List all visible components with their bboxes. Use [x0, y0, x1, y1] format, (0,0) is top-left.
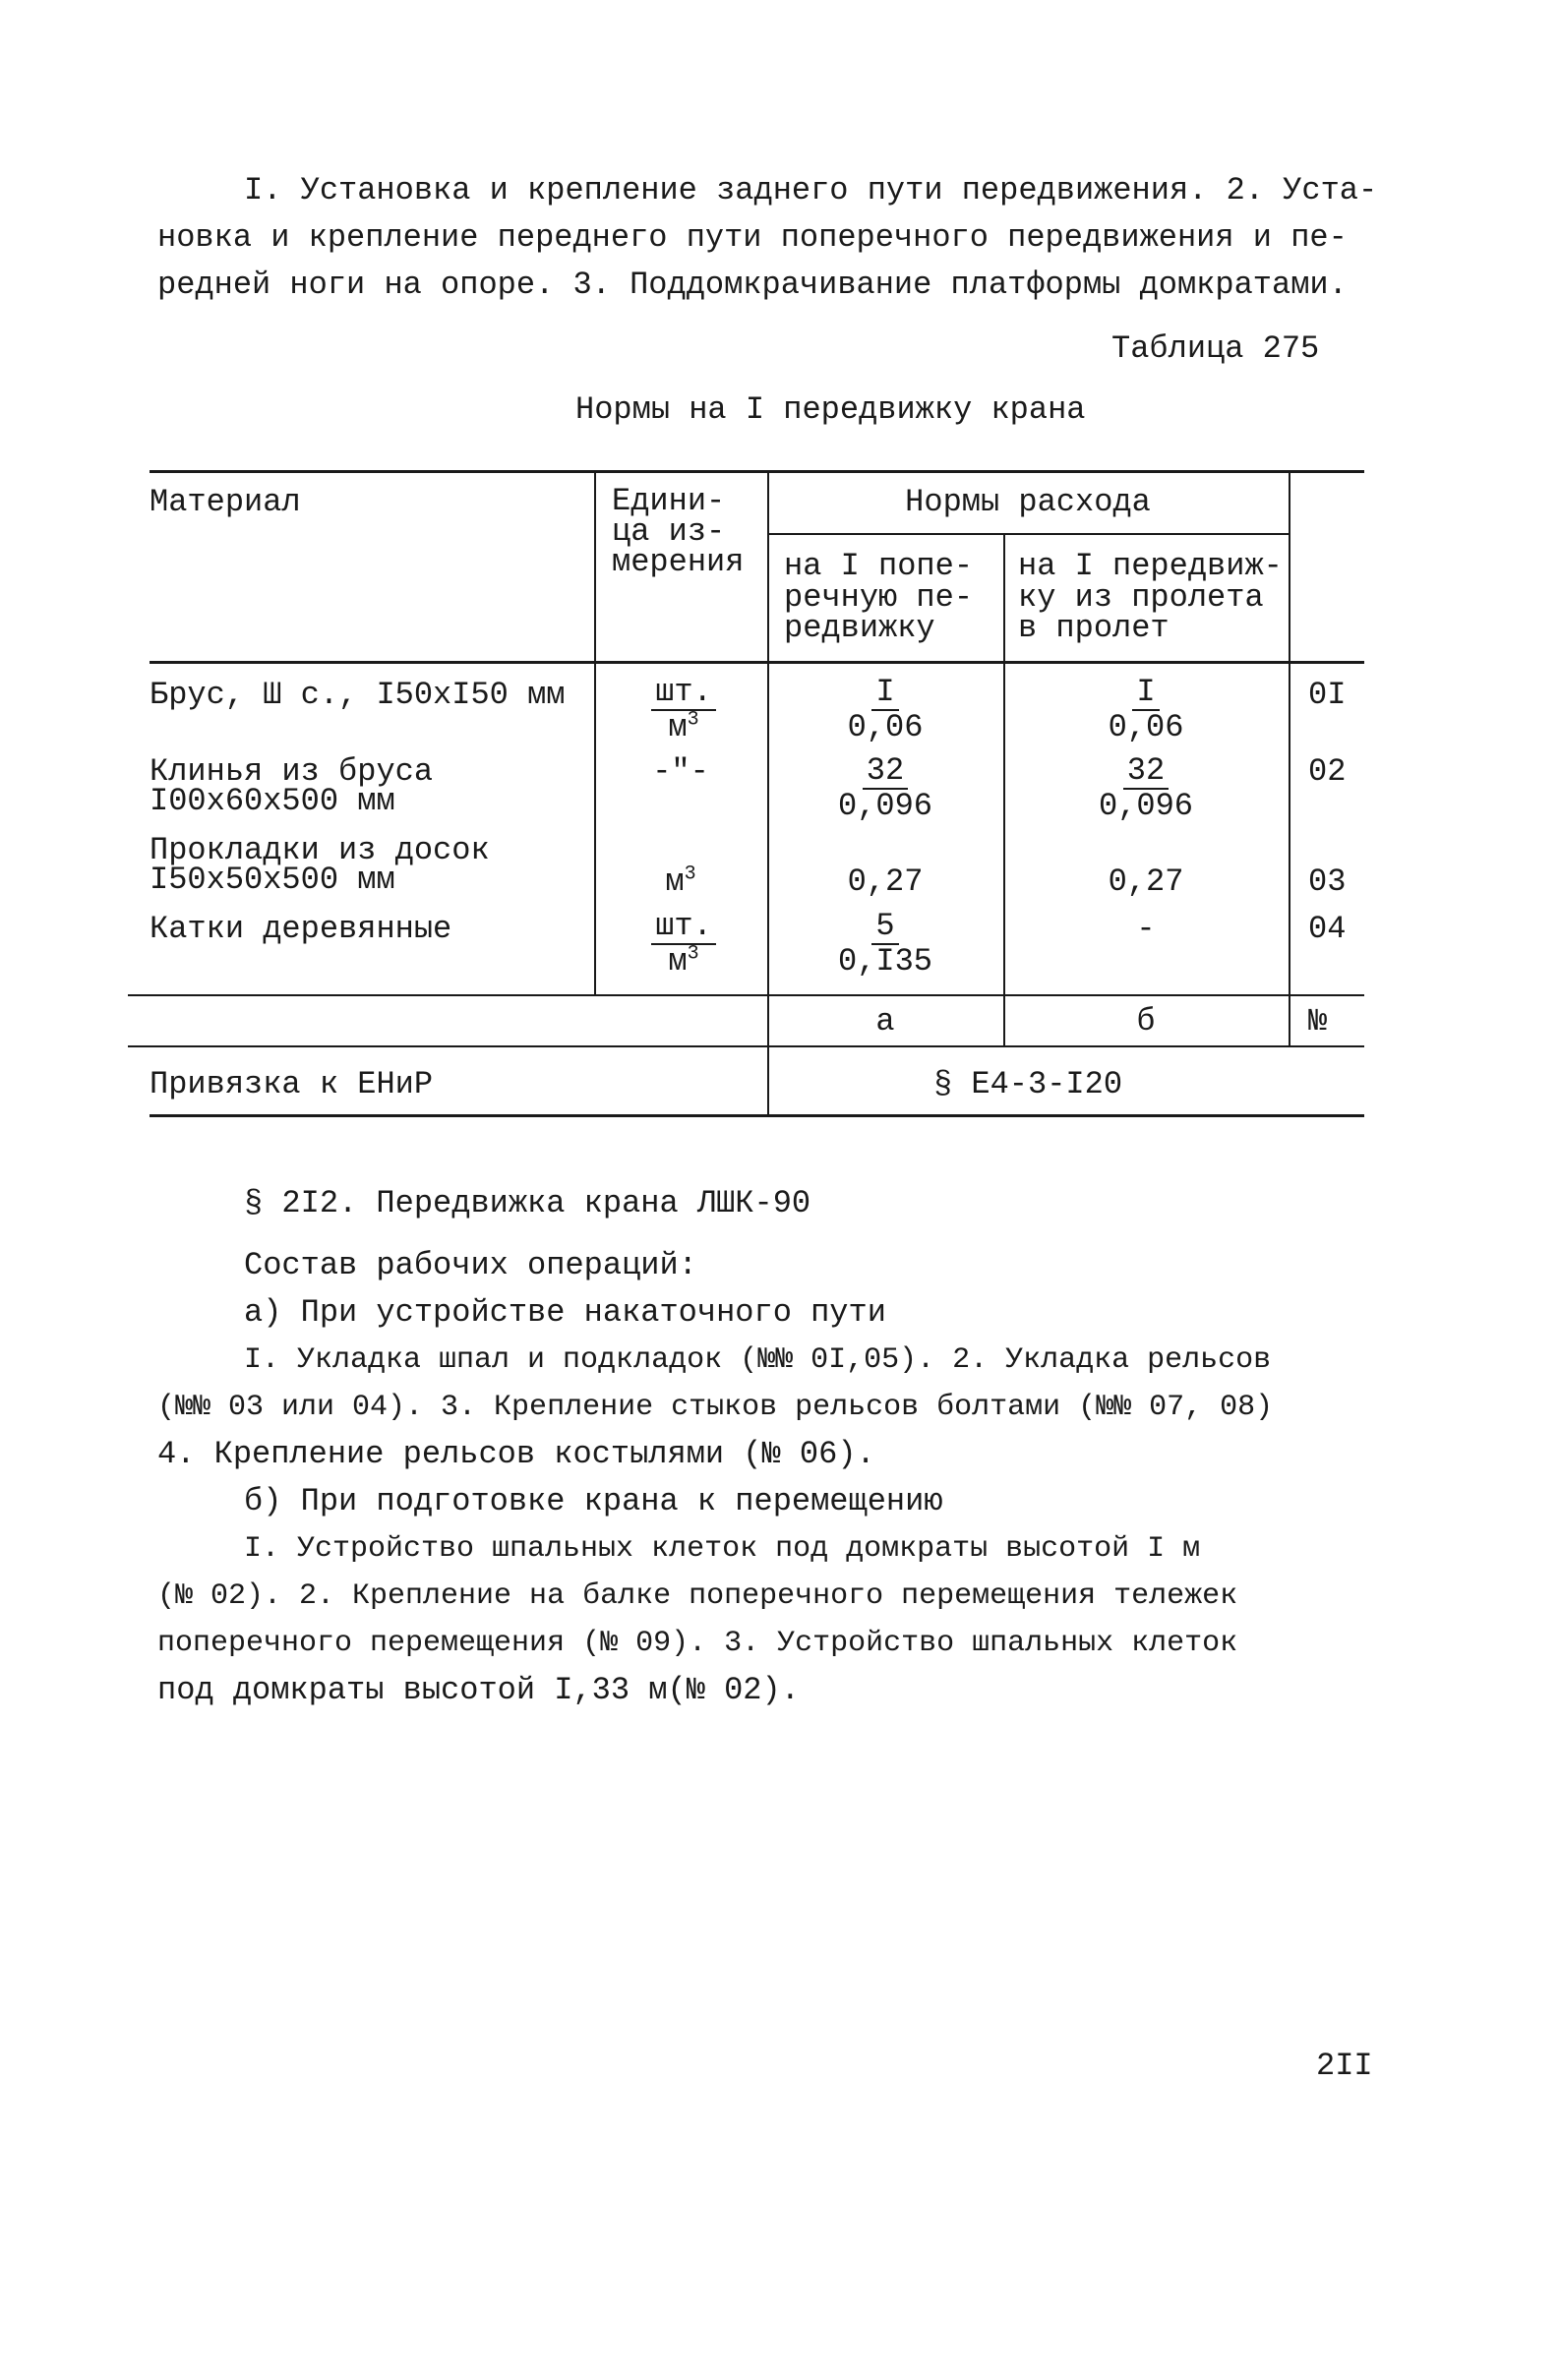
row4-a: [767, 908, 1003, 980]
row4-unit-top: шт.: [651, 911, 716, 945]
norms-header-rule: [767, 533, 1289, 535]
row2-b-top: 32: [1123, 755, 1169, 790]
header-norms: Нормы расхода: [905, 484, 1151, 520]
footer-no: №: [1308, 1003, 1328, 1040]
binding-value: § Е4-3-I20: [932, 1066, 1123, 1102]
header-material: Материал: [150, 484, 301, 520]
row4-a-top: 5: [871, 911, 898, 945]
row4-b: -: [1136, 911, 1156, 947]
row2-b-bottom: 0,096: [1098, 788, 1193, 824]
row3-material-2: I50x50x500 мм: [150, 862, 395, 898]
footer-rule: [128, 1045, 1364, 1047]
row1-material: Брус, Ш с., I50xI50 мм: [150, 677, 566, 713]
row1-a: [767, 674, 1003, 745]
section-line-10: под домкраты высотой I,33 м(№ 02).: [157, 1672, 800, 1708]
row1-b-top: I: [1132, 677, 1159, 711]
row1-unit-bottom: м: [668, 709, 688, 745]
table-top-rule: [150, 470, 1364, 473]
row3-b: 0,27: [1108, 863, 1184, 900]
row4-unit-sup: 3: [687, 942, 699, 966]
row3-unit-base: м: [665, 863, 685, 900]
footer-a: а: [875, 1003, 895, 1040]
row3-a: 0,27: [847, 863, 924, 900]
row2-unit: -"-: [652, 753, 709, 790]
row3-material-1: Прокладки из досок: [150, 832, 490, 868]
header-unit-1: Едини-: [612, 483, 726, 519]
intro-line-2: новка и крепление переднего пути поперечного передвижения и пе-: [157, 219, 1348, 256]
row2-material-2: I00x60x500 мм: [150, 783, 395, 819]
header-a-3: редвижку: [784, 610, 935, 646]
table-number: Таблица 275: [1111, 330, 1320, 367]
section-line-4: (№№ 03 или 04). 3. Крепление стыков рельсов болтами (№№ 07, 08): [157, 1391, 1274, 1424]
row2-a: [767, 752, 1003, 824]
row1-b: [1003, 674, 1289, 745]
section-line-5: 4. Крепление рельсов костылями (№ 06).: [157, 1436, 875, 1472]
section-line-2: а) При устройстве накаточного пути: [244, 1294, 886, 1331]
row1-a-top: I: [871, 677, 898, 711]
row4-unit: [639, 908, 728, 980]
header-b-1: на I передвиж-: [1018, 548, 1283, 584]
body-bottom-rule: [128, 994, 1364, 996]
row3-unit-sup: 3: [684, 863, 696, 886]
binding-label: Привязка к ЕНиР: [150, 1066, 434, 1102]
row1-b-bottom: 0,06: [1108, 709, 1184, 745]
section-line-7: I. Устройство шпальных клеток под домкраты высотой I м: [244, 1532, 1201, 1566]
section-line-9: поперечного перемещения (№ 09). 3. Устройство шпальных клеток: [157, 1627, 1238, 1660]
section-heading: § 2I2. Передвижка крана ЛШК-90: [244, 1185, 811, 1221]
row2-material-1: Клинья из бруса: [150, 753, 434, 790]
section-line-8: (№ 02). 2. Крепление на балке поперечного перемещения тележек: [157, 1579, 1238, 1613]
page-number: 2II: [1316, 2048, 1373, 2084]
header-unit-3: мерения: [612, 544, 745, 580]
section-line-6: б) При подготовке крана к перемещению: [244, 1483, 943, 1519]
header-a-2: речную пе-: [784, 579, 974, 616]
row1-a-bottom: 0,06: [847, 709, 924, 745]
row4-a-bottom: 0,I35: [837, 943, 932, 980]
row3-unit: [594, 863, 767, 900]
header-bottom-rule: [150, 661, 1364, 664]
intro-line-3: редней ноги на опоре. 3. Поддомкрачивание платформы домкратами.: [157, 267, 1348, 303]
row3-no: 03: [1308, 863, 1347, 900]
row2-a-bottom: 0,096: [837, 788, 932, 824]
row1-unit: [639, 674, 728, 745]
unit-col-rule: [594, 470, 596, 994]
table-bottom-rule: [150, 1114, 1364, 1117]
row2-b: [1003, 752, 1289, 824]
row1-unit-top: шт.: [651, 677, 716, 711]
header-a-1: на I попе-: [784, 548, 974, 584]
row1-no: 0I: [1308, 677, 1347, 713]
table-title: Нормы на I передвижку крана: [575, 391, 1086, 428]
header-b-2: ку из пролета: [1018, 579, 1264, 616]
header-b-3: в пролет: [1018, 610, 1170, 646]
section-line-3: I. Укладка шпал и подкладок (№№ 0I,05). 2. Укладка рельсов: [244, 1343, 1272, 1377]
row4-material: Катки деревянные: [150, 911, 452, 947]
footer-b: б: [1136, 1003, 1156, 1040]
section-line-1: Состав рабочих операций:: [244, 1247, 697, 1283]
row4-unit-bottom: м: [668, 943, 688, 980]
no-col-rule: [1289, 470, 1290, 1045]
row2-a-top: 32: [863, 755, 908, 790]
header-unit-2: ца из-: [612, 513, 726, 550]
intro-line-1: I. Установка и крепление заднего пути передвижения. 2. Уста-: [244, 172, 1378, 208]
row1-unit-sup: 3: [687, 708, 699, 732]
row2-no: 02: [1308, 753, 1347, 790]
row4-no: 04: [1308, 911, 1347, 947]
